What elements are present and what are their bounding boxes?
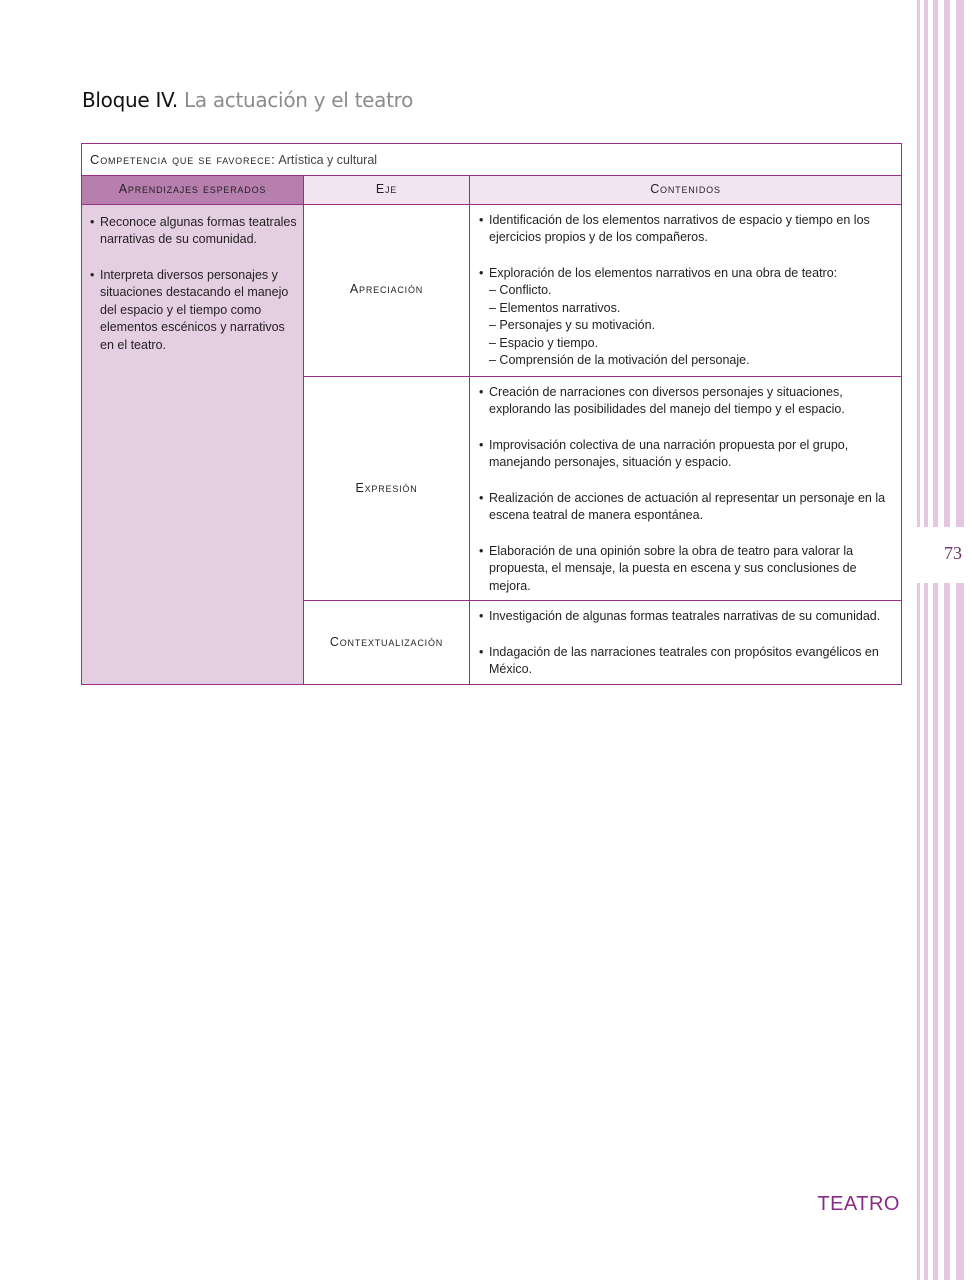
aprendizajes-cell: [82, 204, 304, 685]
contenido-item: [479, 608, 893, 626]
page-title: [82, 88, 413, 112]
competencia-row: [82, 144, 902, 176]
contenido-item: [479, 265, 893, 370]
contenido-item: [479, 644, 893, 679]
competencia-label: Competencia que se favorece:: [90, 152, 276, 167]
contenido-item: [479, 437, 893, 472]
contenido-subitem: – Conflicto.: [489, 283, 552, 297]
decorative-side-stripes: [910, 0, 972, 1280]
contenido-item: [479, 384, 893, 419]
stripe: [956, 0, 964, 1280]
column-header-eje: Eje: [304, 175, 470, 204]
page-number: 73: [944, 543, 962, 563]
footer-subject: TEATRO: [817, 1193, 900, 1215]
bloque-label: Bloque IV.: [82, 88, 178, 112]
contenido-item: [479, 212, 893, 247]
contenido-text: • Investigación de algunas formas teatrales narrativas de su comunidad.: [489, 609, 881, 623]
contenidos-list: [479, 608, 893, 679]
aprendizaje-item: • Reconoce algunas formas teatrales narrativas de su comunidad.: [90, 214, 297, 249]
competencia-value: Artística y cultural: [278, 153, 378, 167]
bloque-title: La actuación y el teatro: [183, 88, 414, 112]
contenido-text: • Creación de narraciones con diversos personajes y situaciones, explorando las posibilidades del manejo del tiempo y el espacio.: [489, 384, 845, 416]
contenido-text: • Indagación de las narraciones teatrales con propósitos evangélicos en México.: [489, 644, 879, 676]
contenidos-list: [479, 384, 893, 596]
stripe: [924, 0, 928, 1280]
contenidos-apreciacion: [470, 204, 902, 376]
stripe: [917, 0, 920, 1280]
contenido-item: [479, 490, 893, 525]
contenido-text: • Exploración de los elementos narrativos en una obra de teatro:: [489, 265, 838, 280]
stripe: [944, 0, 950, 1280]
column-header-contenidos: Contenidos: [470, 175, 902, 204]
contenido-subitem: – Personajes y su motivación.: [489, 318, 656, 332]
aprendizajes-list: [90, 214, 297, 355]
eje-contextualizacion: Contextualización: [304, 601, 470, 685]
contenido-text: • Identificación de los elementos narrativos de espacio y tiempo en los ejercicios propios y de los compañeros.: [489, 212, 870, 244]
column-header-aprendizajes: Aprendizajes esperados: [82, 175, 304, 204]
contenidos-contextualizacion: [470, 601, 902, 685]
contenido-sublist: [489, 282, 893, 370]
contenido-text: • Realización de acciones de actuación al representar un personaje en la escena teatral de manera espontánea.: [489, 490, 886, 522]
contenido-subitem: – Elementos narrativos.: [489, 300, 621, 315]
contenidos-list: [479, 212, 893, 370]
contenidos-expresion: [470, 376, 902, 601]
aprendizaje-item: • Interpreta diversos personajes y situaciones destacando el manejo del espacio y el tiempo como elementos escénicos y narrativos en el teatro.: [90, 267, 297, 355]
contenido-subitem: – Espacio y tiempo.: [489, 335, 599, 350]
curriculum-table: [81, 143, 902, 685]
contenido-text: • Improvisación colectiva de una narración propuesta por el grupo, manejando personajes, situación y espacio.: [489, 437, 849, 469]
stripe: [933, 0, 938, 1280]
eje-expresion: Expresión: [304, 376, 470, 601]
contenido-subitem: – Comprensión de la motivación del personaje.: [489, 353, 750, 367]
contenido-item: [479, 543, 893, 596]
eje-apreciacion: Apreciación: [304, 204, 470, 376]
contenido-text: • Elaboración de una opinión sobre la obra de teatro para valorar la propuesta, el mensaje, la puesta en escena y sus conclusiones de mejora.: [489, 543, 857, 593]
